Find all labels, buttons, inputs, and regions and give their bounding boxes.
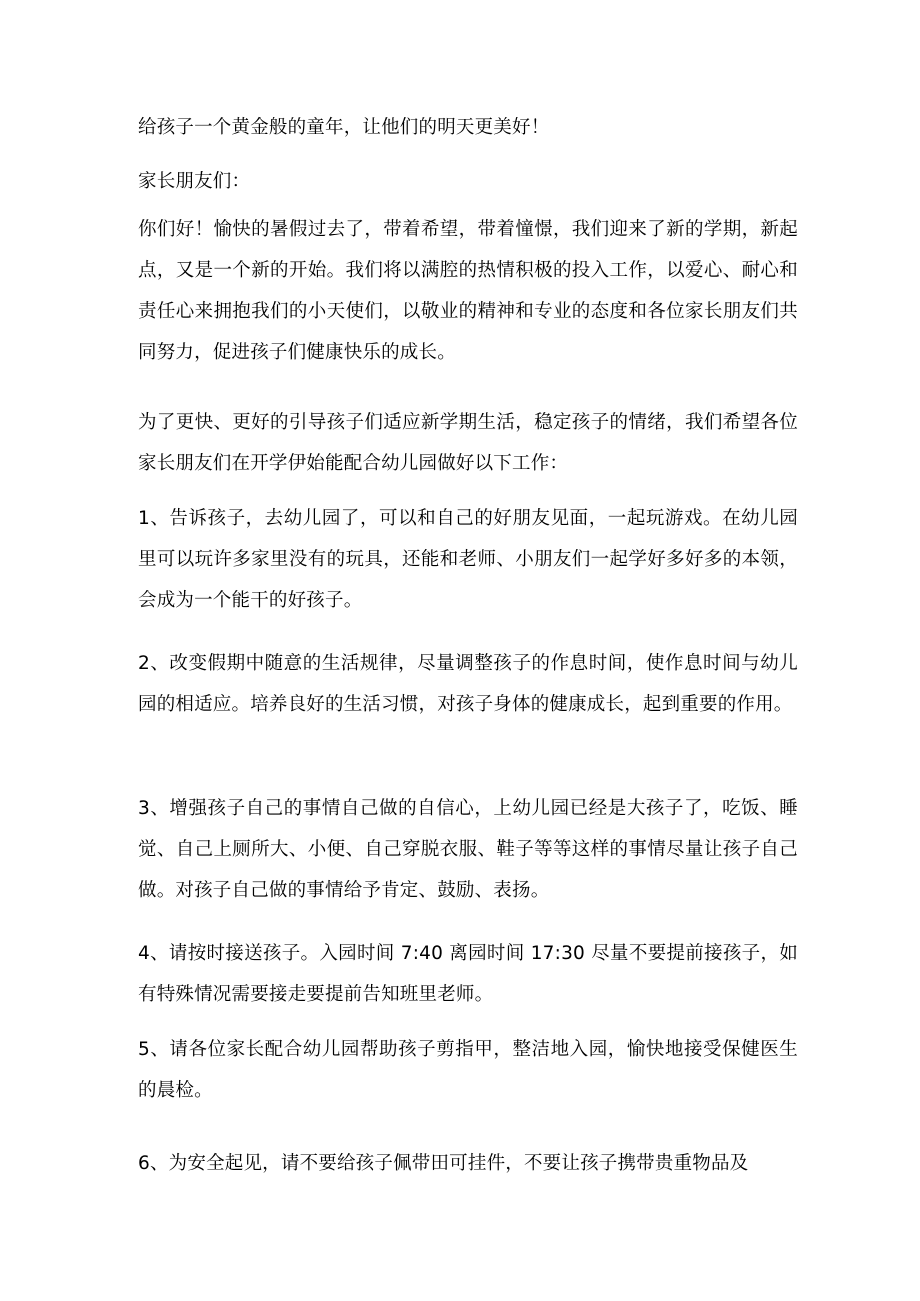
item-6-paragraph: 6、为安全起见，请不要给孩子佩带田可挂件，不要让孩子携带贵重物品及: [138, 1153, 749, 1174]
item-4-paragraph: 4、请按时接送孩子。入园时间 7:40 离园时间 17:30 尽量不要提前接孩子，如有特殊情况需要接走要提前告知班里老师。: [138, 943, 798, 1005]
salutation: 家长朋友们：: [138, 171, 251, 192]
item-1-paragraph: 1、告诉孩子，去幼儿园了，可以和自己的好朋友见面，一起玩游戏。在幼儿园里可以玩许多家里没有的玩具，还能和老师、小朋友们一起学好多好多的本领，会成为一个能干的好孩子。: [138, 508, 798, 611]
item-2-paragraph: 2、改变假期中随意的生活规律，尽量调整孩子的作息时间，使作息时间与幼儿园的相适应。培养良好的生活习惯，对孩子身体的健康成长，起到重要的作用。: [138, 653, 798, 715]
item-5-paragraph: 5、请各位家长配合幼儿园帮助孩子剪指甲，整洁地入园，愉快地接受保健医生的晨检。: [138, 1039, 798, 1101]
intro-paragraph: 你们好！愉快的暑假过去了，带着希望，带着憧憬，我们迎来了新的学期，新起点，又是一个新的开始。我们将以满腔的热情积极的投入工作，以爱心、耐心和责任心来拥抱我们的小天使们，以敬业的精神和专业的态度和各位家长朋友们共同努力，促进孩子们健康快乐的成长。: [138, 219, 798, 363]
item-3-paragraph: 3、增强孩子自己的事情自己做的自信心，上幼儿园已经是大孩子了，吃饭、睡觉、自己上厕所大、小便、自己穿脱衣服、鞋子等等这样的事情尽量让孩子自己做。对孩子自己做的事情给予肯定、鼓励、表扬。: [138, 798, 798, 901]
headline: 给孩子一个黄金般的童年，让他们的明天更美好！: [138, 117, 550, 138]
request-paragraph: 为了更快、更好的引导孩子们适应新学期生活，稳定孩子的情绪，我们希望各位家长朋友们在开学伊始能配合幼儿园做好以下工作：: [138, 412, 798, 474]
